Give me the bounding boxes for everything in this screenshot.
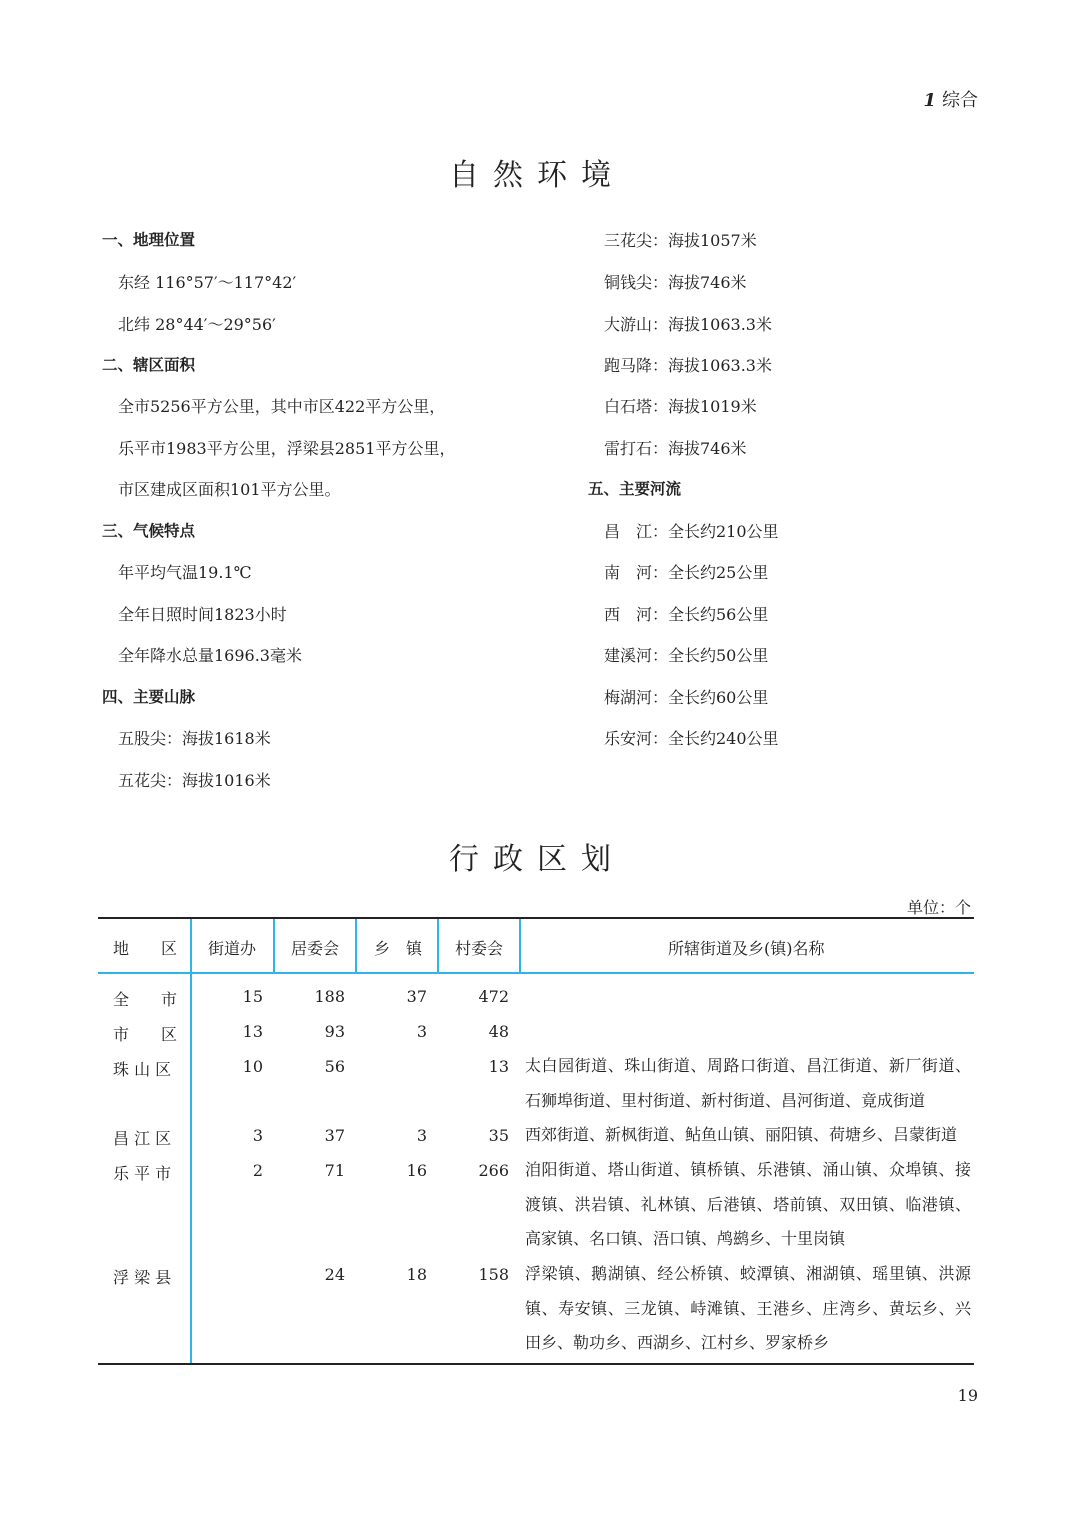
- row-towns: 16: [406, 1161, 427, 1180]
- rivers-heading: 五、主要河流: [588, 480, 682, 498]
- row-villages: 266: [478, 1161, 509, 1180]
- row-streets: 15: [242, 987, 263, 1006]
- area-text: 市区建成区面积101平方公里。: [118, 480, 341, 499]
- mountain-item: 五股尖：海拔1618米: [118, 729, 271, 748]
- mountain-item: 雷打石：海拔746米: [604, 439, 747, 458]
- header-divider: [519, 919, 521, 972]
- row-residents: 56: [324, 1057, 345, 1076]
- row-streets: 10: [242, 1057, 263, 1076]
- geo-heading: 一、地理位置: [102, 231, 196, 249]
- row-villages: 472: [478, 987, 509, 1006]
- row-towns: 3: [416, 1126, 427, 1145]
- area-text: 乐平市1983平方公里，浮梁县2851平方公里，: [118, 439, 456, 458]
- row-residents: 188: [314, 987, 345, 1006]
- row-names: 浮梁镇、鹅湖镇、经公桥镇、蛟潭镇、湘湖镇、瑶里镇、洪源镇、寿安镇、三龙镇、峙滩镇、王港乡、庄湾乡、黄坛乡、兴田乡、勒功乡、西湖乡、江村乡、罗家桥乡: [525, 1264, 971, 1353]
- region-divider: [190, 974, 192, 1363]
- mountain-item: 五花尖：海拔1016米: [118, 771, 271, 790]
- nature-title: 自然环境: [449, 158, 625, 193]
- table-header-rule: [98, 972, 974, 974]
- area-text: 全市5256平方公里，其中市区422平方公里，: [118, 397, 446, 416]
- row-villages: 35: [488, 1126, 509, 1145]
- col-header-streets: 街道办: [208, 939, 257, 958]
- climate-text: 全年降水总量1696.3毫米: [118, 646, 302, 665]
- climate-text: 全年日照时间1823小时: [118, 605, 287, 624]
- row-towns: 3: [416, 1022, 427, 1041]
- row-residents: 93: [324, 1022, 345, 1041]
- col-header-residents: 居委会: [291, 939, 340, 958]
- row-villages: 13: [488, 1057, 509, 1076]
- mountains-heading: 四、主要山脉: [102, 688, 196, 706]
- table-bottom-rule: [98, 1363, 974, 1365]
- mountain-item: 铜钱尖：海拔746米: [604, 273, 747, 292]
- header-divider: [190, 919, 192, 972]
- climate-heading: 三、气候特点: [102, 522, 196, 540]
- row-residents: 24: [324, 1265, 345, 1284]
- mountain-item: 三花尖：海拔1057米: [604, 231, 757, 250]
- row-towns: 18: [406, 1265, 427, 1284]
- row-region: 珠 山 区: [113, 1060, 172, 1079]
- row-region: 昌 江 区: [113, 1129, 172, 1148]
- row-names: 太白园街道、珠山街道、周路口街道、昌江街道、新厂街道、石狮埠街道、里村街道、新村街道、昌河街道、竟成街道: [525, 1056, 971, 1110]
- river-item: 昌 江：全长约210公里: [604, 522, 779, 541]
- river-item: 梅湖河：全长约60公里: [604, 688, 769, 707]
- row-names: 洎阳街道、塔山街道、镇桥镇、乐港镇、涌山镇、众埠镇、接渡镇、洪岩镇、礼林镇、后港镇、塔前镇、双田镇、临港镇、高家镇、名口镇、浯口镇、鸬鹚乡、十里岗镇: [525, 1160, 971, 1249]
- chapter-header: [923, 86, 978, 112]
- row-streets: 2: [252, 1161, 263, 1180]
- col-header-towns: 乡 镇: [374, 939, 423, 958]
- row-region: 乐 平 市: [113, 1164, 172, 1183]
- longitude-text: 东经 116°57′～117°42′: [118, 273, 297, 292]
- row-names: 西郊街道、新枫街道、鲇鱼山镇、丽阳镇、荷塘乡、吕蒙街道: [525, 1125, 958, 1144]
- table-top-rule: [98, 917, 974, 919]
- row-towns: 37: [406, 987, 427, 1006]
- admin-title: 行政区划: [449, 842, 625, 877]
- row-residents: 71: [324, 1161, 345, 1180]
- header-divider: [437, 919, 439, 972]
- header-divider: [355, 919, 357, 972]
- latitude-text: 北纬 28°44′～29°56′: [118, 315, 276, 334]
- row-region: 浮 梁 县: [113, 1268, 172, 1287]
- climate-text: 年平均气温19.1℃: [118, 563, 252, 582]
- page-number: 19: [957, 1386, 978, 1405]
- row-streets: 3: [252, 1126, 263, 1145]
- header-divider: [273, 919, 275, 972]
- mountain-item: 大游山：海拔1063.3米: [604, 315, 772, 334]
- row-villages: 48: [488, 1022, 509, 1041]
- river-item: 南 河：全长约25公里: [604, 563, 769, 582]
- chapter-number: 1: [923, 90, 936, 111]
- col-header-region: 地 区: [113, 939, 178, 958]
- area-heading: 二、辖区面积: [102, 356, 196, 374]
- row-region: 全 市: [113, 990, 178, 1009]
- chapter-name: 综合: [942, 90, 978, 111]
- river-item: 乐安河：全长约240公里: [604, 729, 779, 748]
- river-item: 西 河：全长约56公里: [604, 605, 769, 624]
- row-villages: 158: [478, 1265, 509, 1284]
- col-header-villages: 村委会: [455, 939, 504, 958]
- mountain-item: 跑马降：海拔1063.3米: [604, 356, 772, 375]
- unit-label: 单位：个: [906, 898, 971, 917]
- row-residents: 37: [324, 1126, 345, 1145]
- col-header-names: 所辖街道及乡(镇)名称: [668, 939, 825, 958]
- row-streets: 13: [242, 1022, 263, 1041]
- mountain-item: 白石塔：海拔1019米: [604, 397, 757, 416]
- river-item: 建溪河：全长约50公里: [604, 646, 769, 665]
- row-region: 市 区: [113, 1025, 178, 1044]
